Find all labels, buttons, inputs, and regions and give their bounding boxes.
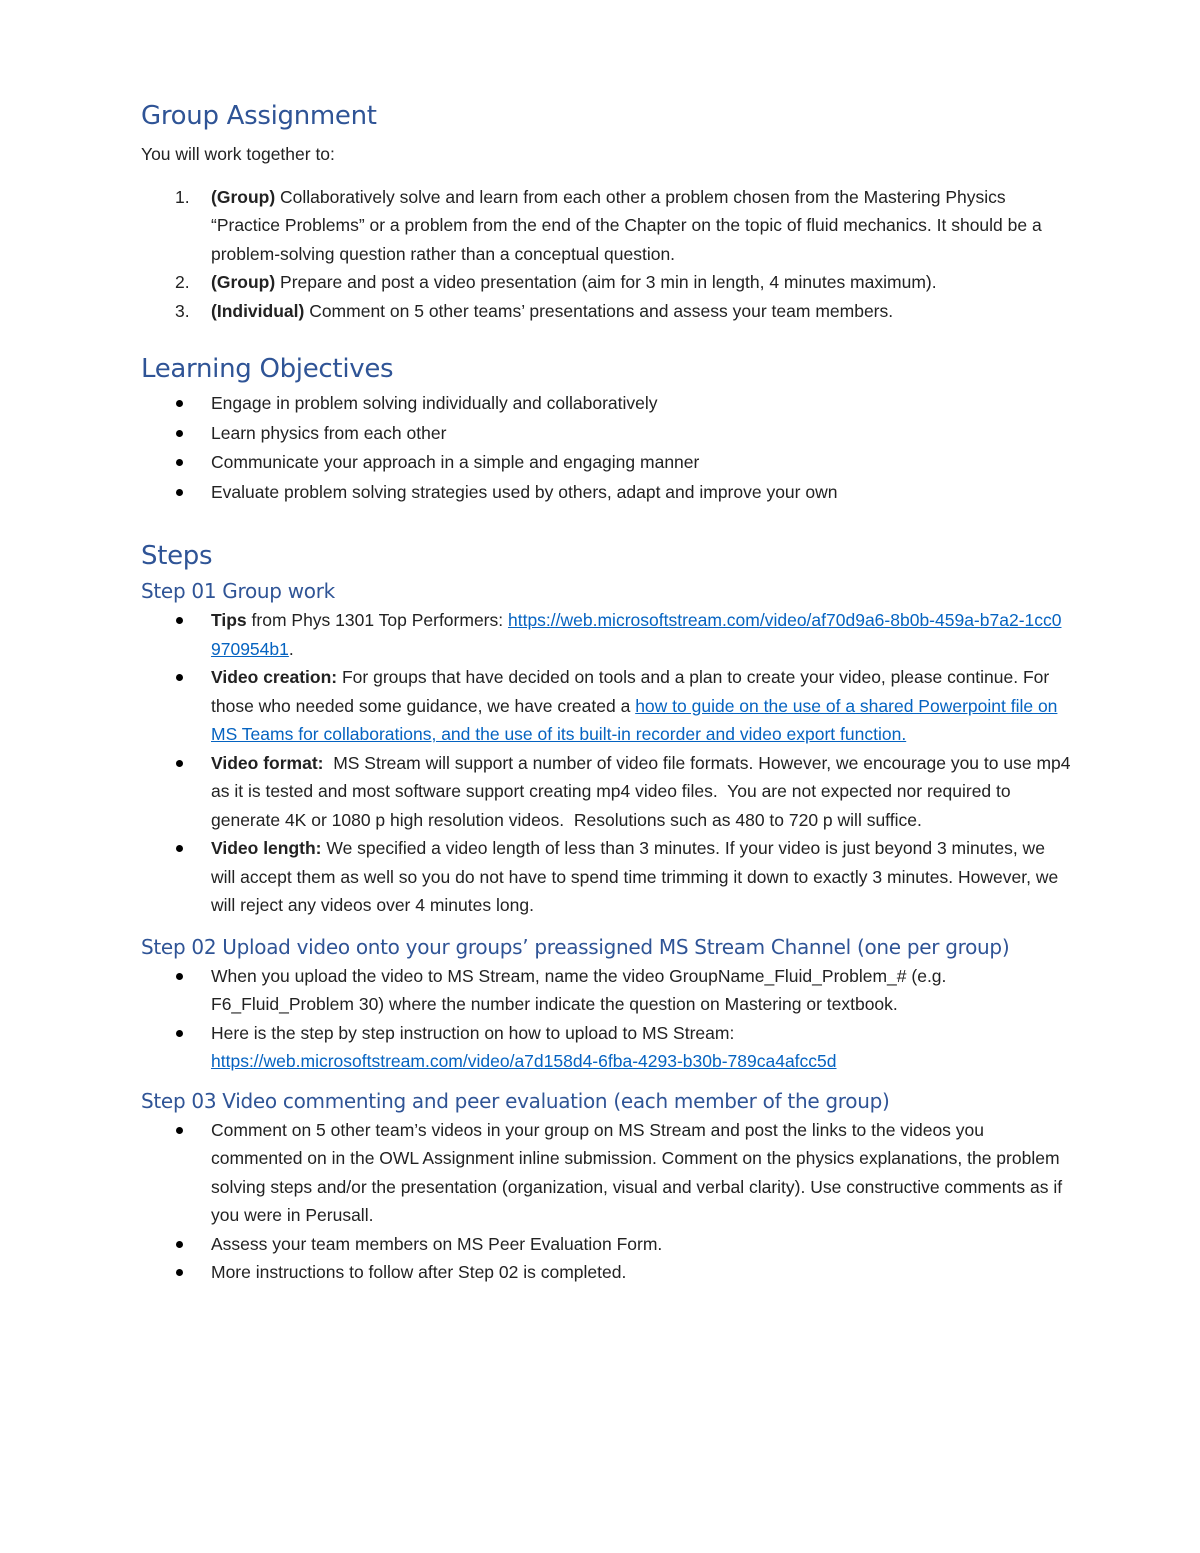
bullet-icon bbox=[176, 1030, 183, 1037]
list-item bbox=[141, 749, 1076, 835]
item-text: Comment on 5 other teams’ presentations and assess your team members. bbox=[304, 300, 894, 321]
bullet-icon bbox=[176, 459, 183, 466]
bullet-icon bbox=[176, 1127, 183, 1134]
list-item bbox=[141, 183, 1071, 269]
item-text: from Phys 1301 Top Performers: bbox=[246, 610, 508, 630]
list-item bbox=[141, 297, 1071, 326]
list-item bbox=[141, 606, 1071, 663]
list-item bbox=[141, 962, 1071, 1019]
list-number: 1. bbox=[175, 186, 190, 207]
item-text: Prepare and post a video presentation (aim for 3 min in length, 4 minutes maximum). bbox=[275, 272, 937, 292]
list-item bbox=[141, 834, 1071, 920]
list-item bbox=[141, 663, 1071, 749]
list-number: 2. bbox=[175, 272, 190, 292]
bullet-icon bbox=[176, 1241, 183, 1248]
item-text: Evaluate problem solving strategies used by others, adapt and improve your own bbox=[211, 481, 838, 502]
list-item bbox=[141, 1230, 1071, 1259]
bullet-icon bbox=[176, 489, 183, 496]
item-role: (Individual) bbox=[211, 300, 305, 321]
item-label: Video length: bbox=[211, 838, 322, 858]
bullet-icon bbox=[176, 430, 183, 437]
list-item bbox=[141, 1116, 1071, 1230]
item-label: Tips bbox=[211, 610, 247, 630]
bullet-icon bbox=[176, 760, 183, 767]
item-label: Video creation: bbox=[211, 667, 338, 687]
item-text: Engage in problem solving individually and collaboratively bbox=[211, 393, 658, 413]
bullet-icon bbox=[176, 400, 183, 407]
list-item bbox=[141, 1258, 1071, 1287]
objectives-list bbox=[141, 389, 1071, 506]
heading-learning-objectives: Learning Objectives bbox=[141, 354, 394, 384]
list-item bbox=[141, 1019, 1071, 1076]
heading-step-02: Step 02 Upload video onto your groups’ preassigned MS Stream Channel (one per group) bbox=[141, 934, 1010, 959]
list-item bbox=[141, 419, 1071, 448]
item-text: Learn physics from each other bbox=[211, 422, 447, 443]
item-text: Assess your team members on MS Peer Evaluation Form. bbox=[211, 1233, 663, 1254]
how-to-guide-link[interactable]: how to guide on the use of a shared Powerpoint file on MS Teams for collaborations, and the use of its built-in recorder and video export function. bbox=[211, 695, 1058, 744]
bullet-icon bbox=[176, 973, 183, 980]
step03-list bbox=[141, 1116, 1071, 1287]
item-text: Communicate your approach in a simple and engaging manner bbox=[211, 452, 700, 472]
step01-list bbox=[141, 606, 1076, 920]
list-number: 3. bbox=[175, 300, 190, 321]
step02-list bbox=[141, 962, 1071, 1076]
item-text: . bbox=[288, 638, 294, 659]
document-page bbox=[141, 96, 1076, 1287]
bullet-icon bbox=[176, 674, 183, 681]
item-label: Video format: bbox=[211, 752, 324, 773]
list-item bbox=[141, 268, 1071, 297]
item-text: Comment on 5 other team’s videos in your group on MS Stream and post the links to the videos you commented on in the OWL Assignment inline submission. Comment on the physics explanations, the problem solving steps and/or the presentation (organization, visual and verbal clarity). Use constructive comments as if you were in Perusall. bbox=[211, 1119, 1063, 1225]
intro-text: You will work together to: bbox=[141, 144, 335, 164]
item-text: We specified a video length of less than 3 minutes. If your video is just beyond 3 minutes, we will accept them as well so you do not have to spend time trimming it down to exactly 3 minutes. However, we will reject any videos over 4 minutes long. bbox=[211, 838, 1059, 915]
item-text: Collaboratively solve and learn from each other a problem chosen from the Mastering Physics “Practice Problems” or a problem from the end of the Chapter on the topic of fluid mechanics. It should be a problem-solving question rather than a conceptual question. bbox=[211, 186, 1042, 264]
upload-instruction-link[interactable]: https://web.microsoftstream.com/video/a7d158d4-6fba-4293-b30b-789ca4afcc5d bbox=[211, 1051, 837, 1071]
list-item bbox=[141, 478, 1071, 507]
group-assignment-list bbox=[141, 183, 1071, 326]
item-role: (Group) bbox=[211, 186, 276, 207]
heading-step-03: Step 03 Video commenting and peer evaluation (each member of the group) bbox=[141, 1088, 890, 1113]
item-text: More instructions to follow after Step 02 is completed. bbox=[211, 1262, 627, 1282]
heading-steps: Steps bbox=[141, 541, 213, 571]
item-text: MS Stream will support a number of video file formats. However, we encourage you to use mp4 as it is tested and most software support creating mp4 video files. You are not expected nor required to generate 4K or 1080 p high resolution videos. Resolutions such as 480 to 720 p will suffice. bbox=[211, 752, 1076, 830]
list-item bbox=[141, 448, 1071, 477]
heading-group-assignment: Group Assignment bbox=[141, 101, 377, 131]
tips-video-link[interactable]: https://web.microsoftstream.com/video/af70d9a6-8b0b-459a-b7a2-1cc0970954b1 bbox=[211, 610, 1062, 659]
bullet-icon bbox=[176, 617, 183, 624]
bullet-icon bbox=[176, 845, 183, 852]
item-text: When you upload the video to MS Stream, name the video GroupName_Fluid_Problem_# (e.g. F6_Fluid_Problem 30) where the number indicate the question on Mastering or textbook. bbox=[211, 965, 947, 1014]
heading-step-01: Step 01 Group work bbox=[141, 579, 335, 603]
bullet-icon bbox=[176, 1269, 183, 1276]
list-item bbox=[141, 389, 1071, 418]
item-role: (Group) bbox=[211, 272, 276, 292]
item-text: Here is the step by step instruction on how to upload to MS Stream: bbox=[211, 1022, 735, 1043]
item-text: For groups that have decided on tools and a plan to create your video, please continue. For those who needed some guidance, we have created a bbox=[211, 667, 1050, 716]
